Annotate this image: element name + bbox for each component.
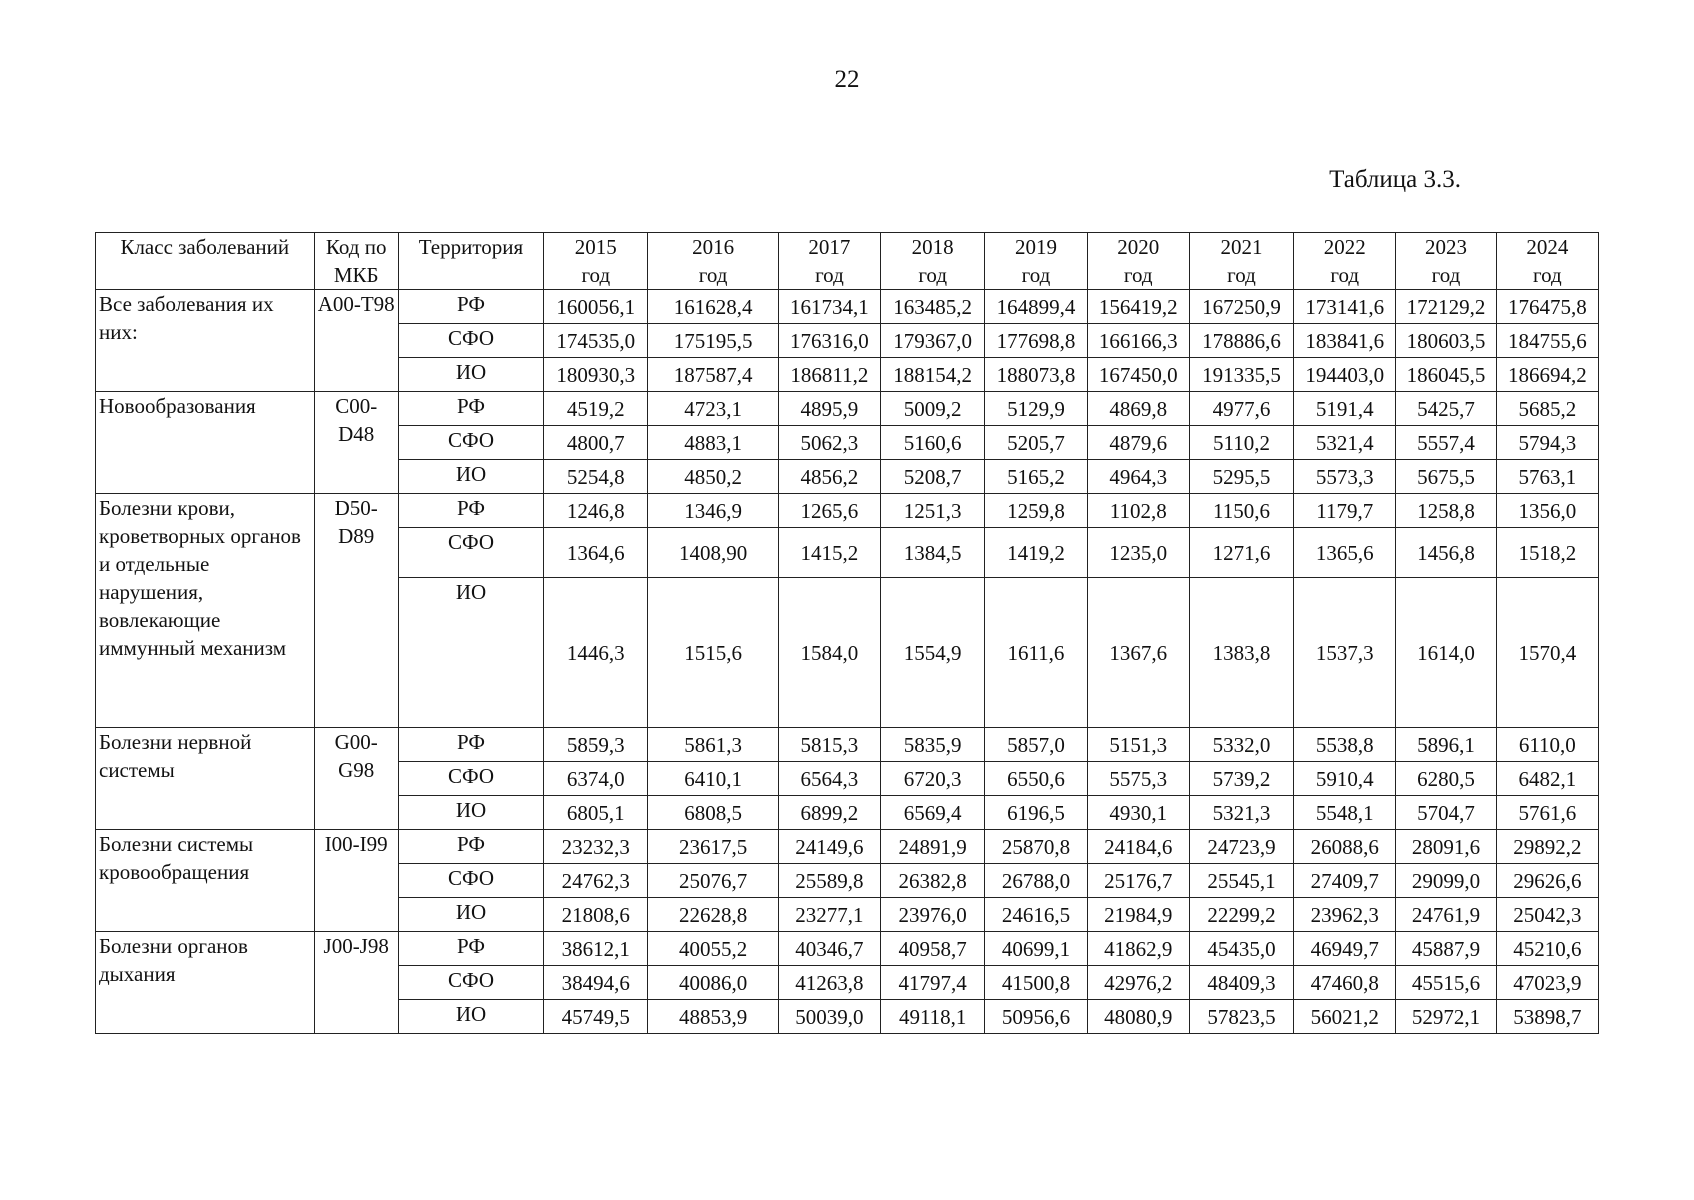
value-cell: 180930,3 — [544, 358, 648, 392]
value-cell: 23617,5 — [648, 830, 778, 864]
header-year-suffix: год — [698, 263, 728, 287]
value-cell: 5062,3 — [778, 426, 880, 460]
value-cell: 25545,1 — [1189, 864, 1293, 898]
value-cell: 38612,1 — [544, 932, 648, 966]
territory-cell: РФ — [398, 392, 543, 426]
header-year-suffix: год — [1021, 263, 1051, 287]
value-cell: 6280,5 — [1396, 762, 1496, 796]
header-year-value: 2019 — [1014, 235, 1057, 259]
value-cell: 5857,0 — [985, 728, 1087, 762]
value-cell: 1367,6 — [1087, 578, 1189, 728]
territory-cell: СФО — [398, 528, 543, 578]
value-cell: 53898,7 — [1496, 1000, 1598, 1034]
value-cell: 41500,8 — [985, 966, 1087, 1000]
value-cell: 1408,90 — [648, 528, 778, 578]
value-cell: 29626,6 — [1496, 864, 1598, 898]
value-cell: 46949,7 — [1294, 932, 1396, 966]
value-cell: 4977,6 — [1189, 392, 1293, 426]
header-year-value: 2023 — [1425, 235, 1467, 259]
value-cell: 5208,7 — [881, 460, 985, 494]
value-cell: 24616,5 — [985, 898, 1087, 932]
header-year-suffix: год — [918, 263, 948, 287]
value-cell: 5165,2 — [985, 460, 1087, 494]
disease-class: Новообразования — [96, 392, 315, 494]
header-year-suffix: год — [1532, 263, 1562, 287]
icd-code: A00-T98 — [314, 290, 398, 392]
territory-cell: РФ — [398, 830, 543, 864]
value-cell: 21984,9 — [1087, 898, 1189, 932]
value-cell: 161628,4 — [648, 290, 778, 324]
table-row — [96, 494, 1599, 528]
value-cell: 5763,1 — [1496, 460, 1598, 494]
value-cell: 24723,9 — [1189, 830, 1293, 864]
value-cell: 6899,2 — [778, 796, 880, 830]
value-cell: 48853,9 — [648, 1000, 778, 1034]
value-cell: 50956,6 — [985, 1000, 1087, 1034]
value-cell: 40958,7 — [881, 932, 985, 966]
value-cell: 5110,2 — [1189, 426, 1293, 460]
value-cell: 1554,9 — [881, 578, 985, 728]
value-cell: 1246,8 — [544, 494, 648, 528]
value-cell: 4800,7 — [544, 426, 648, 460]
territory-cell: СФО — [398, 324, 543, 358]
table-row — [96, 290, 1599, 324]
value-cell: 161734,1 — [778, 290, 880, 324]
value-cell: 5321,3 — [1189, 796, 1293, 830]
value-cell: 1518,2 — [1496, 528, 1598, 578]
territory-cell: РФ — [398, 728, 543, 762]
header-year-value: 2021 — [1220, 235, 1263, 259]
header-year-2022 — [1294, 233, 1396, 290]
value-cell: 5573,3 — [1294, 460, 1396, 494]
value-cell: 1611,6 — [985, 578, 1087, 728]
value-cell: 1570,4 — [1496, 578, 1598, 728]
value-cell: 5009,2 — [881, 392, 985, 426]
value-cell: 27409,7 — [1294, 864, 1396, 898]
value-cell: 188073,8 — [985, 358, 1087, 392]
value-cell: 42976,2 — [1087, 966, 1189, 1000]
value-cell: 186811,2 — [778, 358, 880, 392]
header-year-2016 — [648, 233, 778, 290]
value-cell: 24762,3 — [544, 864, 648, 898]
value-cell: 173141,6 — [1294, 290, 1396, 324]
value-cell: 1235,0 — [1087, 528, 1189, 578]
value-cell: 6564,3 — [778, 762, 880, 796]
icd-code: J00-J98 — [314, 932, 398, 1034]
value-cell: 24761,9 — [1396, 898, 1496, 932]
table-caption: Таблица 3.3. — [1329, 166, 1461, 193]
value-cell: 4869,8 — [1087, 392, 1189, 426]
territory-cell: ИО — [398, 578, 543, 728]
value-cell: 52972,1 — [1396, 1000, 1496, 1034]
value-cell: 45435,0 — [1189, 932, 1293, 966]
value-cell: 5794,3 — [1496, 426, 1598, 460]
disease-class: Болезни крови, кроветворных органов и отдельные нарушения, вовлекающие иммунный механизм — [96, 494, 315, 728]
table-row — [96, 830, 1599, 864]
value-cell: 5910,4 — [1294, 762, 1396, 796]
value-cell: 41263,8 — [778, 966, 880, 1000]
icd-code: C00-D48 — [314, 392, 398, 494]
value-cell: 23232,3 — [544, 830, 648, 864]
table-body — [96, 290, 1599, 1034]
header-year-value: 2016 — [692, 235, 735, 259]
disease-class: Болезни нервной системы — [96, 728, 315, 830]
value-cell: 25042,3 — [1496, 898, 1598, 932]
value-cell: 6805,1 — [544, 796, 648, 830]
value-cell: 25589,8 — [778, 864, 880, 898]
value-cell: 5332,0 — [1189, 728, 1293, 762]
value-cell: 45515,6 — [1396, 966, 1496, 1000]
header-year-2023 — [1396, 233, 1496, 290]
value-cell: 177698,8 — [985, 324, 1087, 358]
value-cell: 1271,6 — [1189, 528, 1293, 578]
value-cell: 188154,2 — [881, 358, 985, 392]
value-cell: 21808,6 — [544, 898, 648, 932]
value-cell: 24149,6 — [778, 830, 880, 864]
value-cell: 183841,6 — [1294, 324, 1396, 358]
territory-cell: СФО — [398, 762, 543, 796]
value-cell: 22628,8 — [648, 898, 778, 932]
disease-class: Все заболевания их них: — [96, 290, 315, 392]
value-cell: 28091,6 — [1396, 830, 1496, 864]
territory-cell: ИО — [398, 796, 543, 830]
value-cell: 178886,6 — [1189, 324, 1293, 358]
value-cell: 5859,3 — [544, 728, 648, 762]
value-cell: 56021,2 — [1294, 1000, 1396, 1034]
value-cell: 5205,7 — [985, 426, 1087, 460]
value-cell: 5739,2 — [1189, 762, 1293, 796]
value-cell: 5704,7 — [1396, 796, 1496, 830]
value-cell: 45210,6 — [1496, 932, 1598, 966]
value-cell: 23277,1 — [778, 898, 880, 932]
value-cell: 1356,0 — [1496, 494, 1598, 528]
value-cell: 6110,0 — [1496, 728, 1598, 762]
value-cell: 47023,9 — [1496, 966, 1598, 1000]
header-year-value: 2015 — [574, 235, 617, 259]
value-cell: 175195,5 — [648, 324, 778, 358]
value-cell: 45887,9 — [1396, 932, 1496, 966]
value-cell: 4519,2 — [544, 392, 648, 426]
header-year-value: 2022 — [1323, 235, 1366, 259]
value-cell: 191335,5 — [1189, 358, 1293, 392]
header-class: Класс заболеваний — [96, 233, 315, 290]
value-cell: 41797,4 — [881, 966, 985, 1000]
value-cell: 5548,1 — [1294, 796, 1396, 830]
territory-cell: РФ — [398, 290, 543, 324]
value-cell: 184755,6 — [1496, 324, 1598, 358]
value-cell: 4723,1 — [648, 392, 778, 426]
value-cell: 26088,6 — [1294, 830, 1396, 864]
value-cell: 29099,0 — [1396, 864, 1496, 898]
header-year-suffix: год — [581, 263, 611, 287]
value-cell: 4850,2 — [648, 460, 778, 494]
value-cell: 186694,2 — [1496, 358, 1598, 392]
value-cell: 1258,8 — [1396, 494, 1496, 528]
value-cell: 23962,3 — [1294, 898, 1396, 932]
territory-cell: ИО — [398, 460, 543, 494]
value-cell: 22299,2 — [1189, 898, 1293, 932]
value-cell: 1419,2 — [985, 528, 1087, 578]
value-cell: 5254,8 — [544, 460, 648, 494]
header-year-value: 2017 — [808, 235, 851, 259]
value-cell: 40346,7 — [778, 932, 880, 966]
value-cell: 1179,7 — [1294, 494, 1396, 528]
value-cell: 1584,0 — [778, 578, 880, 728]
territory-cell: РФ — [398, 494, 543, 528]
value-cell: 6808,5 — [648, 796, 778, 830]
value-cell: 5675,5 — [1396, 460, 1496, 494]
value-cell: 6374,0 — [544, 762, 648, 796]
value-cell: 1259,8 — [985, 494, 1087, 528]
value-cell: 48080,9 — [1087, 1000, 1189, 1034]
value-cell: 41862,9 — [1087, 932, 1189, 966]
value-cell: 38494,6 — [544, 966, 648, 1000]
value-cell: 4895,9 — [778, 392, 880, 426]
header-year-suffix: год — [1227, 263, 1256, 287]
header-year-value: 2024 — [1526, 235, 1569, 259]
value-cell: 176475,8 — [1496, 290, 1598, 324]
value-cell: 5557,4 — [1396, 426, 1496, 460]
value-cell: 4856,2 — [778, 460, 880, 494]
value-cell: 1251,3 — [881, 494, 985, 528]
value-cell: 57823,5 — [1189, 1000, 1293, 1034]
value-cell: 5321,4 — [1294, 426, 1396, 460]
value-cell: 24184,6 — [1087, 830, 1189, 864]
value-cell: 5160,6 — [881, 426, 985, 460]
value-cell: 4879,6 — [1087, 426, 1189, 460]
header-year-2019 — [985, 233, 1087, 290]
territory-cell: ИО — [398, 358, 543, 392]
territory-cell: СФО — [398, 426, 543, 460]
value-cell: 5815,3 — [778, 728, 880, 762]
value-cell: 6569,4 — [881, 796, 985, 830]
value-cell: 23976,0 — [881, 898, 985, 932]
value-cell: 6196,5 — [985, 796, 1087, 830]
table-row — [96, 932, 1599, 966]
icd-code: I00-I99 — [314, 830, 398, 932]
statistics-table — [95, 232, 1599, 1034]
value-cell: 1515,6 — [648, 578, 778, 728]
value-cell: 5425,7 — [1396, 392, 1496, 426]
territory-cell: СФО — [398, 864, 543, 898]
value-cell: 5151,3 — [1087, 728, 1189, 762]
value-cell: 4930,1 — [1087, 796, 1189, 830]
header-territory: Территория — [398, 233, 543, 290]
value-cell: 5835,9 — [881, 728, 985, 762]
value-cell: 26788,0 — [985, 864, 1087, 898]
value-cell: 174535,0 — [544, 324, 648, 358]
value-cell: 5575,3 — [1087, 762, 1189, 796]
value-cell: 194403,0 — [1294, 358, 1396, 392]
value-cell: 1365,6 — [1294, 528, 1396, 578]
icd-code: G00-G98 — [314, 728, 398, 830]
value-cell: 5761,6 — [1496, 796, 1598, 830]
table-row — [96, 728, 1599, 762]
value-cell: 6720,3 — [881, 762, 985, 796]
value-cell: 186045,5 — [1396, 358, 1496, 392]
value-cell: 164899,4 — [985, 290, 1087, 324]
value-cell: 1346,9 — [648, 494, 778, 528]
disease-class: Болезни органов дыхания — [96, 932, 315, 1034]
header-year-value: 2018 — [911, 235, 954, 259]
header-year-2020 — [1087, 233, 1189, 290]
header-code: Код по МКБ — [314, 233, 398, 290]
value-cell: 6482,1 — [1496, 762, 1598, 796]
value-cell: 25870,8 — [985, 830, 1087, 864]
value-cell: 176316,0 — [778, 324, 880, 358]
value-cell: 166166,3 — [1087, 324, 1189, 358]
value-cell: 25076,7 — [648, 864, 778, 898]
header-year-2017 — [778, 233, 880, 290]
header-year-suffix: год — [1431, 263, 1461, 287]
value-cell: 156419,2 — [1087, 290, 1189, 324]
header-year-2015 — [544, 233, 648, 290]
value-cell: 5295,5 — [1189, 460, 1293, 494]
value-cell: 5685,2 — [1496, 392, 1598, 426]
header-year-value: 2020 — [1117, 235, 1160, 259]
value-cell: 1150,6 — [1189, 494, 1293, 528]
value-cell: 187587,4 — [648, 358, 778, 392]
header-year-suffix: год — [1123, 263, 1153, 287]
value-cell: 167250,9 — [1189, 290, 1293, 324]
value-cell: 1102,8 — [1087, 494, 1189, 528]
header-year-suffix: год — [815, 263, 844, 287]
value-cell: 1446,3 — [544, 578, 648, 728]
value-cell: 5896,1 — [1396, 728, 1496, 762]
icd-code: D50-D89 — [314, 494, 398, 728]
header-year-2024 — [1496, 233, 1598, 290]
value-cell: 24891,9 — [881, 830, 985, 864]
value-cell: 179367,0 — [881, 324, 985, 358]
value-cell: 40086,0 — [648, 966, 778, 1000]
value-cell: 45749,5 — [544, 1000, 648, 1034]
table-header-row — [96, 233, 1599, 290]
page-number: 22 — [834, 66, 860, 93]
value-cell: 1383,8 — [1189, 578, 1293, 728]
value-cell: 40055,2 — [648, 932, 778, 966]
value-cell: 4964,3 — [1087, 460, 1189, 494]
value-cell: 4883,1 — [648, 426, 778, 460]
value-cell: 1265,6 — [778, 494, 880, 528]
value-cell: 172129,2 — [1396, 290, 1496, 324]
value-cell: 5129,9 — [985, 392, 1087, 426]
value-cell: 40699,1 — [985, 932, 1087, 966]
value-cell: 47460,8 — [1294, 966, 1396, 1000]
value-cell: 5538,8 — [1294, 728, 1396, 762]
value-cell: 1415,2 — [778, 528, 880, 578]
value-cell: 180603,5 — [1396, 324, 1496, 358]
value-cell: 5191,4 — [1294, 392, 1396, 426]
value-cell: 1364,6 — [544, 528, 648, 578]
disease-class: Болезни системы кровообращения — [96, 830, 315, 932]
value-cell: 167450,0 — [1087, 358, 1189, 392]
value-cell: 50039,0 — [778, 1000, 880, 1034]
value-cell: 29892,2 — [1496, 830, 1598, 864]
value-cell: 1537,3 — [1294, 578, 1396, 728]
value-cell: 1614,0 — [1396, 578, 1496, 728]
value-cell: 25176,7 — [1087, 864, 1189, 898]
value-cell: 163485,2 — [881, 290, 985, 324]
territory-cell: ИО — [398, 898, 543, 932]
header-year-suffix: год — [1330, 263, 1360, 287]
value-cell: 26382,8 — [881, 864, 985, 898]
header-year-2018 — [881, 233, 985, 290]
territory-cell: ИО — [398, 1000, 543, 1034]
territory-cell: СФО — [398, 966, 543, 1000]
header-year-2021 — [1189, 233, 1293, 290]
value-cell: 48409,3 — [1189, 966, 1293, 1000]
value-cell: 6410,1 — [648, 762, 778, 796]
value-cell: 5861,3 — [648, 728, 778, 762]
value-cell: 1456,8 — [1396, 528, 1496, 578]
territory-cell: РФ — [398, 932, 543, 966]
value-cell: 160056,1 — [544, 290, 648, 324]
value-cell: 49118,1 — [881, 1000, 985, 1034]
value-cell: 1384,5 — [881, 528, 985, 578]
table-row — [96, 392, 1599, 426]
value-cell: 6550,6 — [985, 762, 1087, 796]
